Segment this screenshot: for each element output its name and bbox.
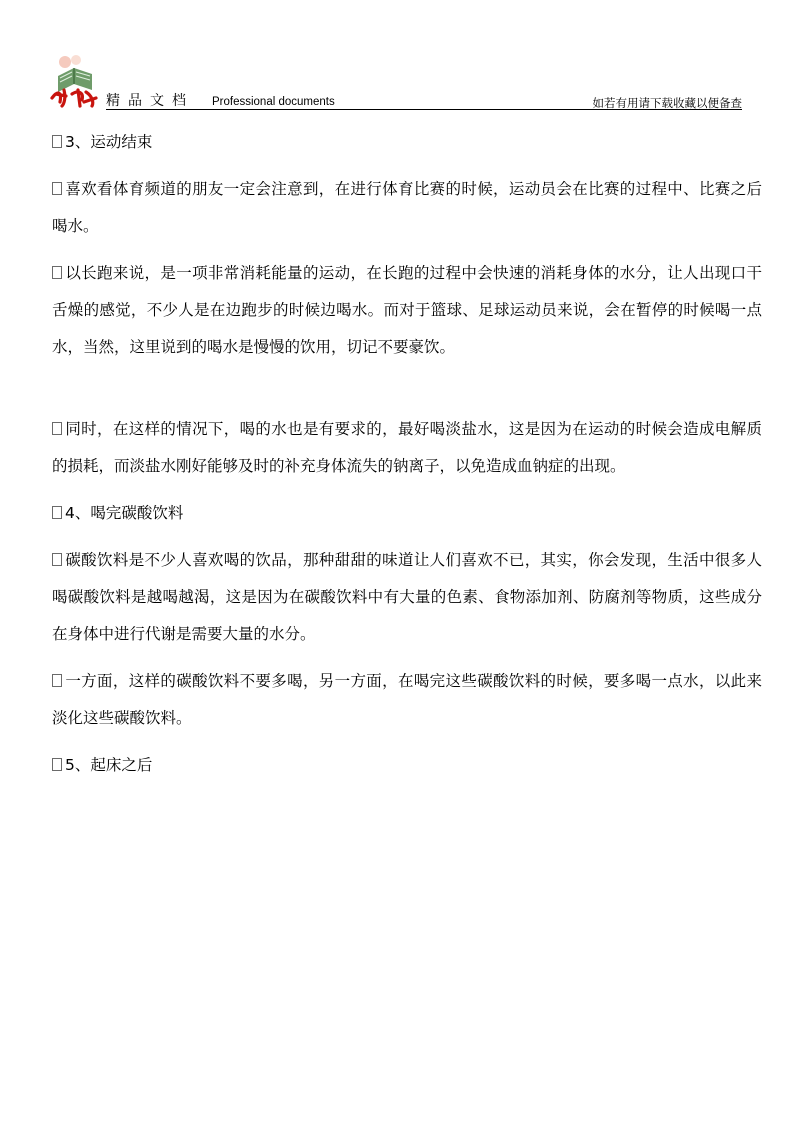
zhishi-book-logo-icon — [48, 52, 100, 108]
paragraph: 同时，在这样的情况下，喝的水也是有要求的，最好喝淡盐水，这是因为在运动的时候会造成电解质的损耗，而淡盐水刚好能够及时的补充身体流失的钠离子，以免造成血钠症的出现。 — [52, 420, 762, 475]
paragraph: 碳酸饮料是不少人喜欢喝的饮品，那种甜甜的味道让人们喜欢不已，其实，你会发现，生活中很多人喝碳酸饮料是越喝越渴，这是因为在碳酸饮料中有大量的色素、食物添加剂、防腐剂等物质，这些成分在身体中进行代谢是需要大量的水分。 — [52, 551, 762, 643]
header-title-en: Professional documents — [212, 96, 335, 108]
page-header — [0, 0, 794, 112]
missing-glyph-box — [52, 553, 62, 566]
document-body — [52, 124, 762, 794]
missing-glyph-box — [52, 758, 62, 771]
paragraph: 喜欢看体育频道的朋友一定会注意到，在进行体育比赛的时候，运动员会在比赛的过程中、比赛之后喝水。 — [52, 180, 762, 235]
header-download-note: 如若有用请下载收藏以便备查 — [592, 96, 742, 110]
missing-glyph-box — [52, 422, 62, 435]
missing-glyph-box — [52, 506, 62, 519]
paragraph: 以长跑来说，是一项非常消耗能量的运动，在长跑的过程中会快速的消耗身体的水分，让人出现口干舌燥的感觉，不少人是在边跑步的时候边喝水。而对于篮球、足球运动员来说，会在暂停的时候喝一点水，当然，这里说到的喝水是慢慢的饮用，切记不要豪饮。 — [52, 264, 762, 356]
paragraph: 一方面，这样的碳酸饮料不要多喝，另一方面，在喝完这些碳酸饮料的时候，要多喝一点水，以此来淡化这些碳酸饮料。 — [52, 672, 762, 727]
missing-glyph-box — [52, 135, 62, 148]
section-heading: 5、起床之后 — [52, 747, 762, 784]
header-divider — [106, 109, 742, 110]
section-heading: 4、喝完碳酸饮料 — [52, 495, 762, 532]
missing-glyph-box — [52, 182, 62, 195]
header-title-cn: 精品文档 — [106, 93, 194, 109]
section-heading: 3、运动结束 — [52, 124, 762, 161]
missing-glyph-box — [52, 266, 62, 279]
missing-glyph-box — [52, 674, 62, 687]
